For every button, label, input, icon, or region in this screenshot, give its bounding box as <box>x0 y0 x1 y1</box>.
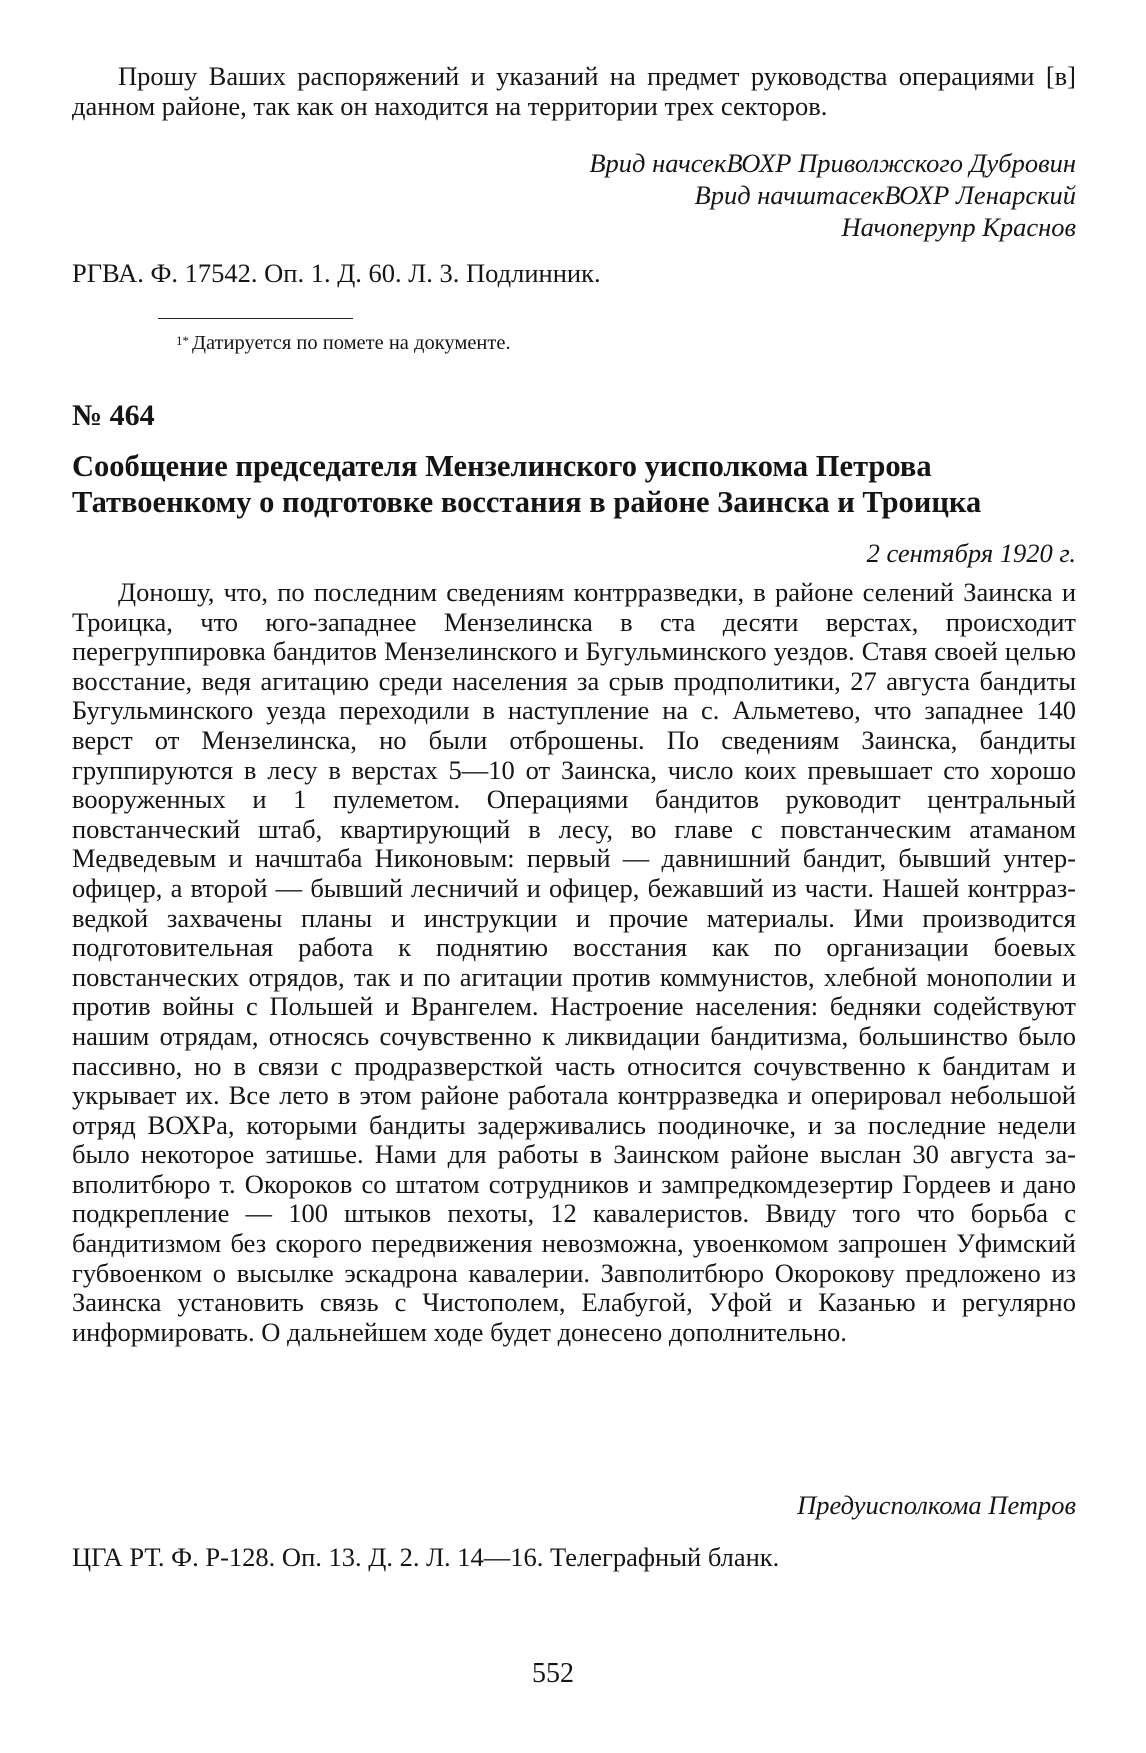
footnote-text: Датируется по помете на документе. <box>192 332 511 354</box>
footnote-marker: 1* <box>176 333 189 348</box>
signature-line: Начоперупр Краснов <box>841 212 1076 242</box>
archive-source-reference: ЦГА РТ. Ф. Р-128. Оп. 13. Д. 2. Л. 14—16. Телеграфный бланк. <box>72 1542 780 1572</box>
signature-line: Врид начштасекВОХР Ленарский <box>694 180 1076 210</box>
footnote <box>176 330 511 356</box>
document-date: 2 сентября 1920 г. <box>866 538 1076 568</box>
document-page <box>72 0 1076 1753</box>
archive-source-reference: РГВА. Ф. 17542. Оп. 1. Д. 60. Л. 3. Подлинник. <box>72 258 601 288</box>
continuation-paragraph: Прошу Ваших распоряжений и указаний на предмет руководства операциями [в] данном районе, так как он находится на территории трех секторов. <box>72 61 1076 121</box>
document-body: Доношу, что, по последним сведениям контрразведки, в районе селений Заинска и Троицка, что юго-западнее Мензелинска в ста десяти верстах, происходит перегруппировка бандитов Мензелинского и Бугульминского уездов. Ставя своей целью восстание, ведя агитацию среди населения за срыв продполитики, 27 августа бандиты Бугульминского уезда переходили в наступление на с. Альметево, что западнее 140 верст от Мензелинска, но были отброшены. По сведениям Заинска, бандиты группируются в лесу в верстах 5—10 от Заинска, число коих превышает сто хорошо вооруженных и 1 пулеметом. Операциями бандитов руководит центральный повстанческий штаб, квартирующий в лесу, во главе с повстанческим атаманом Медведевым и начштаба Никоновым: первый — давнишний бандит, бывший унтер-офицер, а второй — бывший лесничий и офицер, бежавший из части. Нашей контрразведкой захвачены планы и инструкции и прочие материалы. Ими производится подготовительная работа к поднятию восстания как по организации боевых повстанческих отрядов, так и по агитации против коммунистов, хлебной монополии и против войны с Польшей и Врангелем. Настроение населения: бедняки содействуют нашим отрядам, относясь сочувственно к ликвидации бандитизма, большинство было пассивно, но в связи с продразверсткой часть относится сочувственно к бандитам и укрывает их. Все лето в этом районе работала контрразведка и оперировал небольшой отряд ВОХРа, которыми бандиты задерживались поодиночке, и за последние недели было некоторое затишье. Нами для работы в Заинском районе выслан 30 августа завполитбюро т. Окороков со штатом сотрудников и зампредкомдезертир Гордеев и дано подкрепление — 100 штыков пехоты, 12 кавалеристов. Ввиду того что борьба с бандитизмом без скорого передвижения невозможна, увоенкомом запрошен Уфимский губвоенком о высылке эскадрона кавалерии. Завполитбюро Окорокову предложено из Заинска установить связь с Чистополем, Елабугой, Уфой и Казанью и регулярно информировать. О дальнейшем ходе будет донесено дополнительно. <box>72 577 1076 1347</box>
signature-line: Врид начсекВОХР Приволжского Дубровин <box>589 148 1076 178</box>
document-title-line: Сообщение председателя Мензелинского уисполкома Петрова <box>72 449 932 483</box>
footnote-divider <box>158 318 353 319</box>
document-title-line: Татвоенкому о подготовке восстания в районе Заинска и Троицка <box>72 485 982 519</box>
document-title <box>72 448 1076 520</box>
page-number: 552 <box>532 1658 574 1689</box>
document-signature: Предуисполкома Петров <box>797 1490 1076 1520</box>
document-number: № 464 <box>72 399 155 432</box>
